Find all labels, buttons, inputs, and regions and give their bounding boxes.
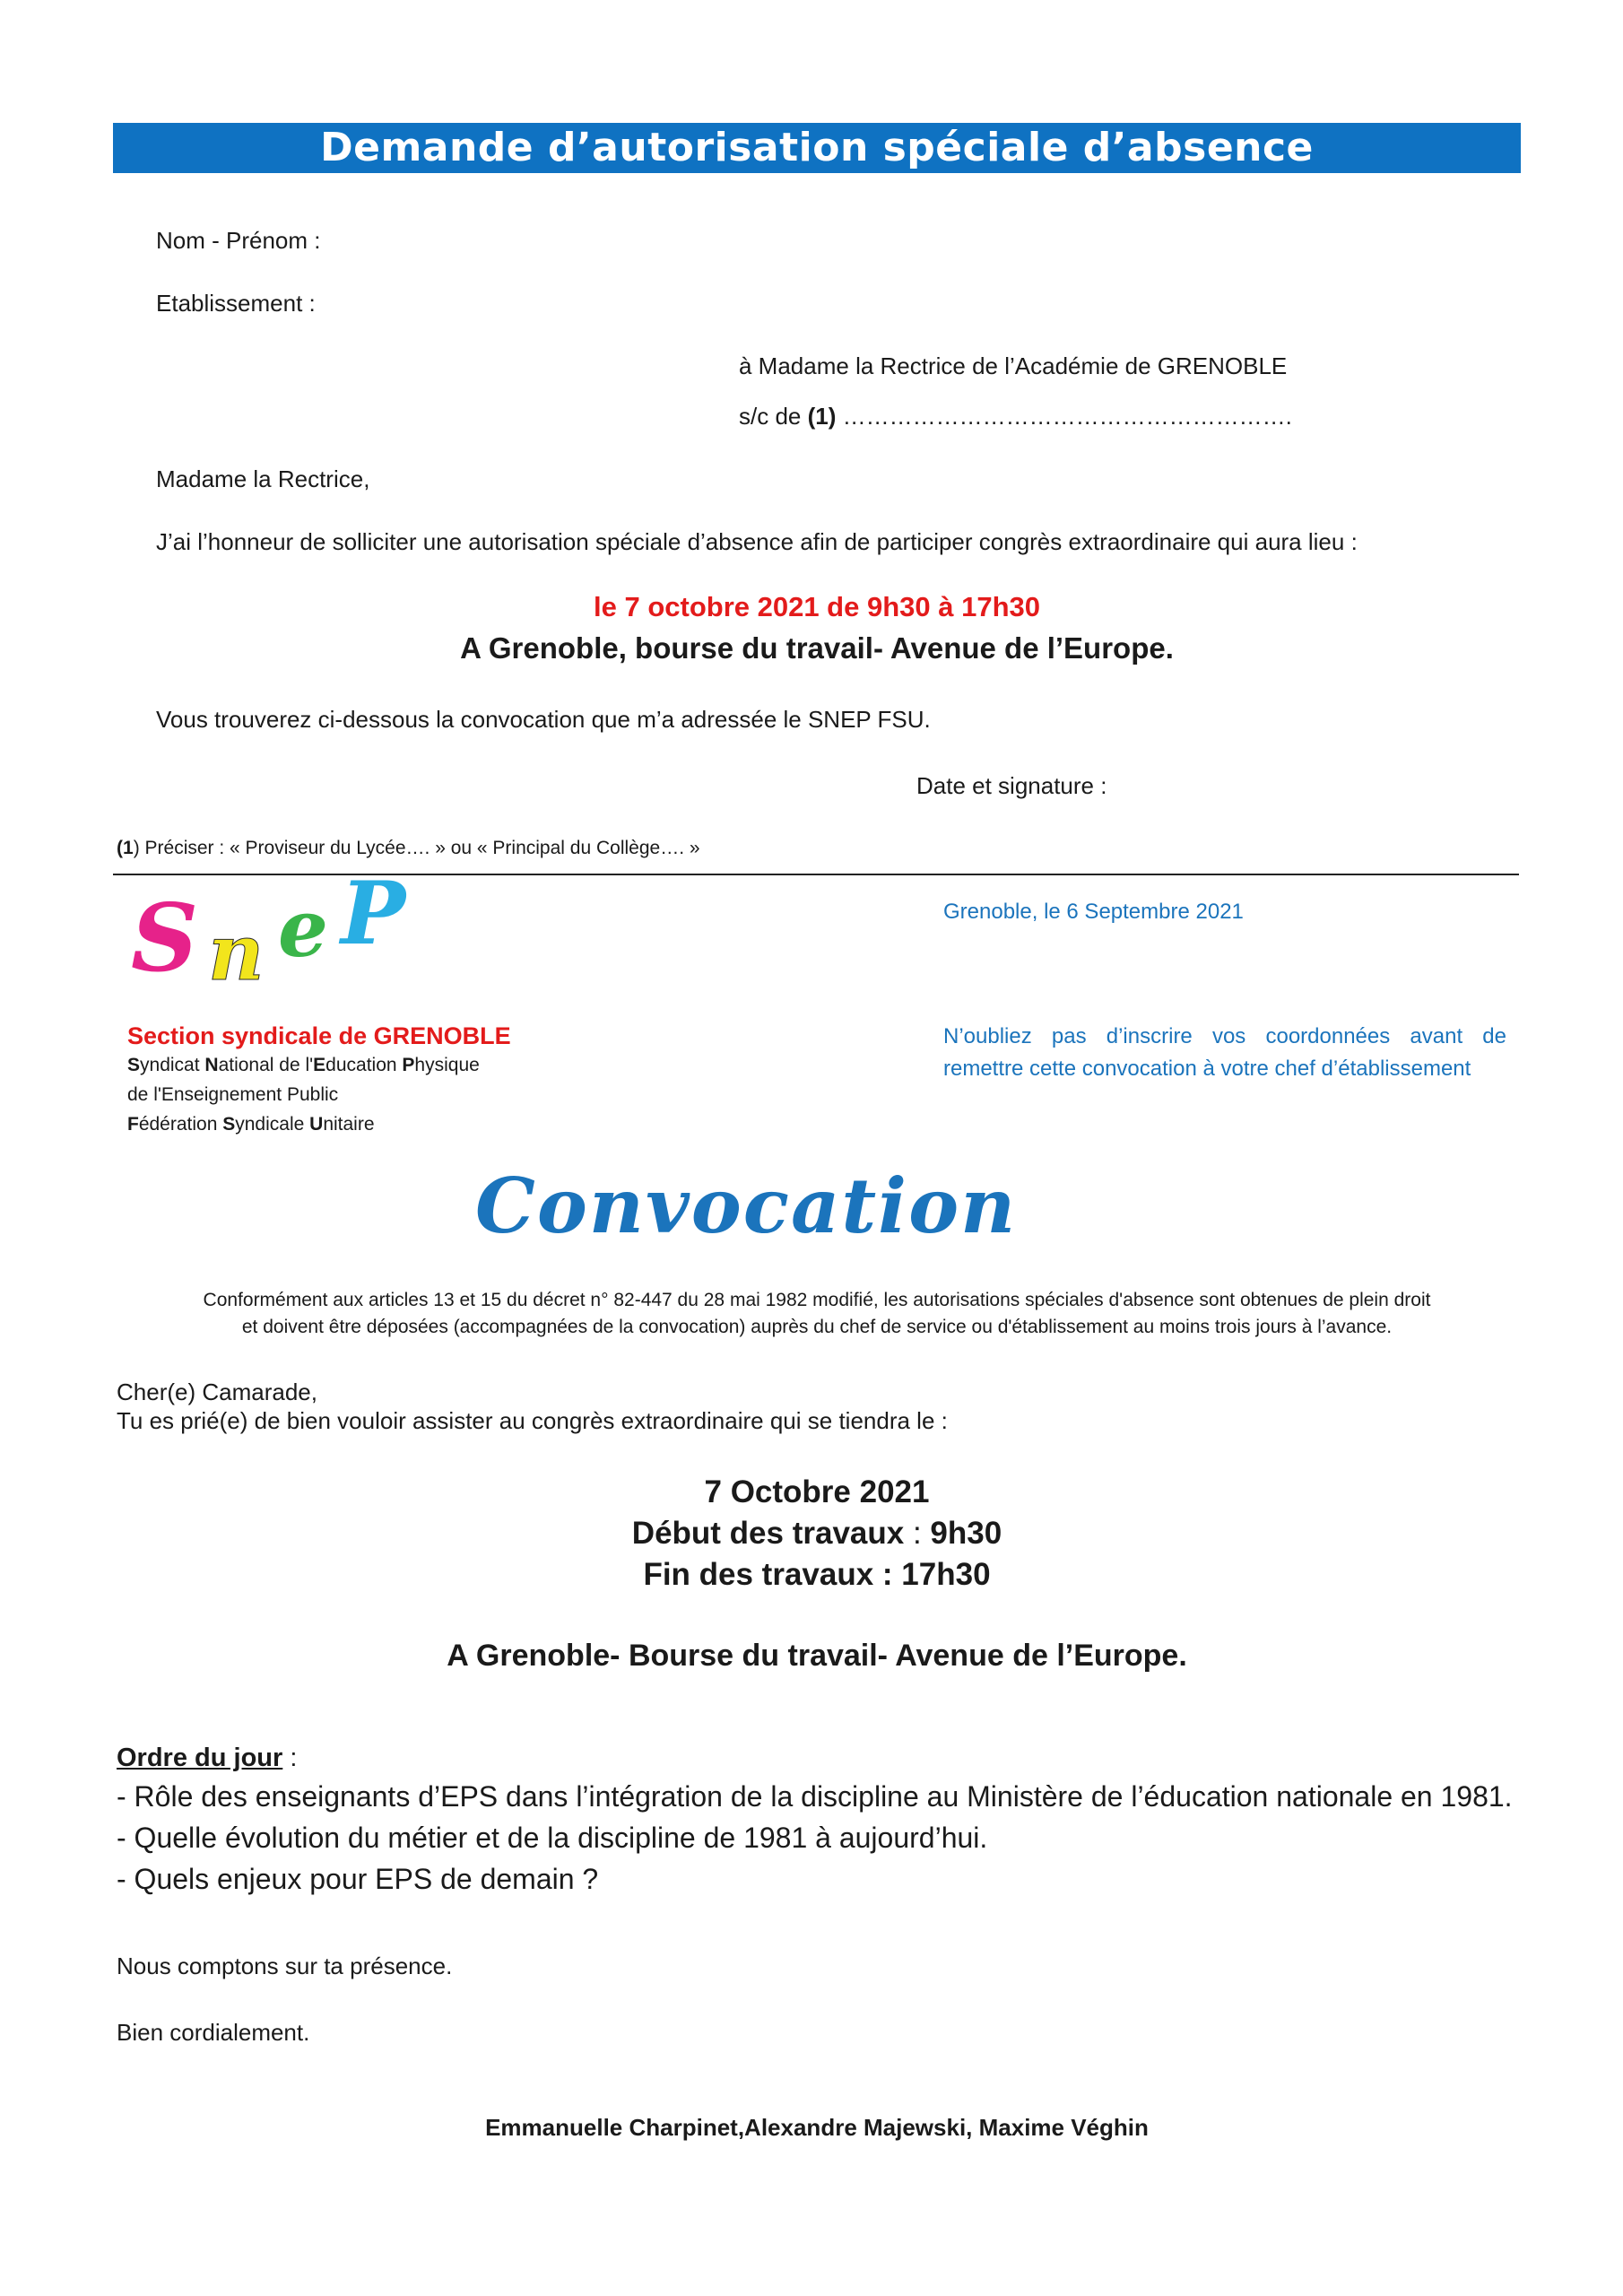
initial-p: P <box>402 1055 415 1075</box>
word-yndicat: yndicat <box>140 1055 205 1075</box>
legal-line-2: et doivent être déposées (accompagnées de la convocation) auprès du chef de service ou d'établissement au moins trois jours à l’avance. <box>241 1317 1393 1337</box>
word-ational: ational de l' <box>218 1055 314 1075</box>
greeting: Cher(e) Camarade, <box>117 1378 317 1405</box>
footnote-ref: (1 <box>117 838 134 858</box>
start-time-line <box>113 1514 1521 1553</box>
signatories: Emmanuelle Charpinet,Alexandre Majewski, Maxime Véghin <box>485 2114 1149 2141</box>
closing-regards: Bien cordialement. <box>117 2019 310 2046</box>
convocation-title: Convocation <box>475 1161 1018 1250</box>
page-title: Demande d’autorisation spéciale d’absence <box>113 123 1521 173</box>
svg-text:P: P <box>341 879 406 964</box>
union-line-2: de l'Enseignement Public <box>127 1084 339 1105</box>
initial-s: S <box>127 1055 141 1075</box>
agenda-label: Ordre du jour <box>117 1744 283 1772</box>
signature-label: Date et signature : <box>916 772 1107 799</box>
agenda-item: - Quelle évolution du métier et de la discipline de 1981 à aujourd’hui. <box>117 1822 988 1854</box>
agenda-list <box>117 1776 1513 1900</box>
start-time: 9h30 <box>930 1516 1002 1551</box>
word-yndicale: yndicale <box>235 1114 310 1135</box>
salutation: Madame la Rectrice, <box>156 465 370 492</box>
snep-logo <box>126 879 421 991</box>
agenda-item: - Rôle des enseignants d’EPS dans l’intégration de la discipline au Ministère de l’éducation nationale en 1981. <box>117 1780 1513 1813</box>
section-name: Section syndicale de GRENOBLE <box>127 1022 511 1049</box>
initial-n: N <box>204 1055 219 1075</box>
sc-line <box>739 402 1292 430</box>
sc-prefix: s/c de <box>739 403 808 430</box>
legal-line-1: Conformément aux articles 13 et 15 du décret n° 82-447 du 28 mai 1982 modifié, les autorisations spéciales d'absence sont obtenues de plein droit <box>203 1290 1431 1310</box>
footnote <box>117 836 700 861</box>
agenda-sep: : <box>282 1744 298 1772</box>
union-line-3 <box>127 1112 375 1137</box>
sc-dots: …………………………………………………. <box>836 403 1292 430</box>
svg-text:S: S <box>131 883 199 991</box>
etablissement-label: Etablissement : <box>156 290 316 317</box>
initial-u: U <box>309 1114 324 1135</box>
meeting-date: 7 Octobre 2021 <box>704 1474 930 1509</box>
sc-ref: (1) <box>807 403 837 430</box>
word-ducation: ducation <box>325 1055 403 1075</box>
agenda-item: - Quels enjeux pour EPS de demain ? <box>117 1863 599 1895</box>
union-line-1 <box>127 1053 480 1078</box>
initial-f: F <box>127 1114 139 1135</box>
agenda-heading <box>117 1742 297 1774</box>
recipient-line: à Madame la Rectrice de l’Académie de GRENOBLE <box>739 352 1288 379</box>
meeting-place: A Grenoble- Bourse du travail- Avenue de l’Europe. <box>447 1639 1187 1673</box>
closing-presence: Nous comptons sur ta présence. <box>117 1952 453 1979</box>
word-ederation: édération <box>138 1114 223 1135</box>
request-text: J’ai l’honneur de solliciter une autorisation spéciale d’absence afin de participer congrès extraordinaire qui aura lieu : <box>156 528 1358 555</box>
nom-prenom-label: Nom - Prénom : <box>156 227 321 254</box>
end-time-line: Fin des travaux : 17h30 <box>643 1557 991 1592</box>
initial-e: E <box>313 1055 326 1075</box>
event-date-line: le 7 octobre 2021 de 9h30 à 17h30 <box>594 591 1040 622</box>
word-hysique: hysique <box>414 1055 480 1075</box>
word-nitaire: nitaire <box>323 1114 375 1135</box>
svg-text:n: n <box>208 908 265 991</box>
convocation-date: Grenoble, le 6 Septembre 2021 <box>943 900 1244 924</box>
start-label: Début des travaux <box>631 1516 905 1551</box>
event-place-line: A Grenoble, bourse du travail- Avenue de l’Europe. <box>460 631 1174 665</box>
footnote-text: ) Préciser : « Proviseur du Lycée…. » ou « Principal du Collège…. » <box>133 838 700 858</box>
reminder-note: N’oubliez pas d’inscrire vos coordonnées avant de remettre cette convocation à votre chef d’établissement <box>943 1024 1506 1081</box>
section-divider <box>113 874 1519 875</box>
invite-text: Tu es prié(e) de bien vouloir assister au congrès extraordinaire qui se tiendra le : <box>117 1407 948 1434</box>
convocation-note: Vous trouverez ci-dessous la convocation que m’a adressée le SNEP FSU. <box>156 706 931 733</box>
start-sep: : <box>904 1516 931 1551</box>
svg-text:e: e <box>278 882 328 975</box>
initial-s2: S <box>222 1114 236 1135</box>
